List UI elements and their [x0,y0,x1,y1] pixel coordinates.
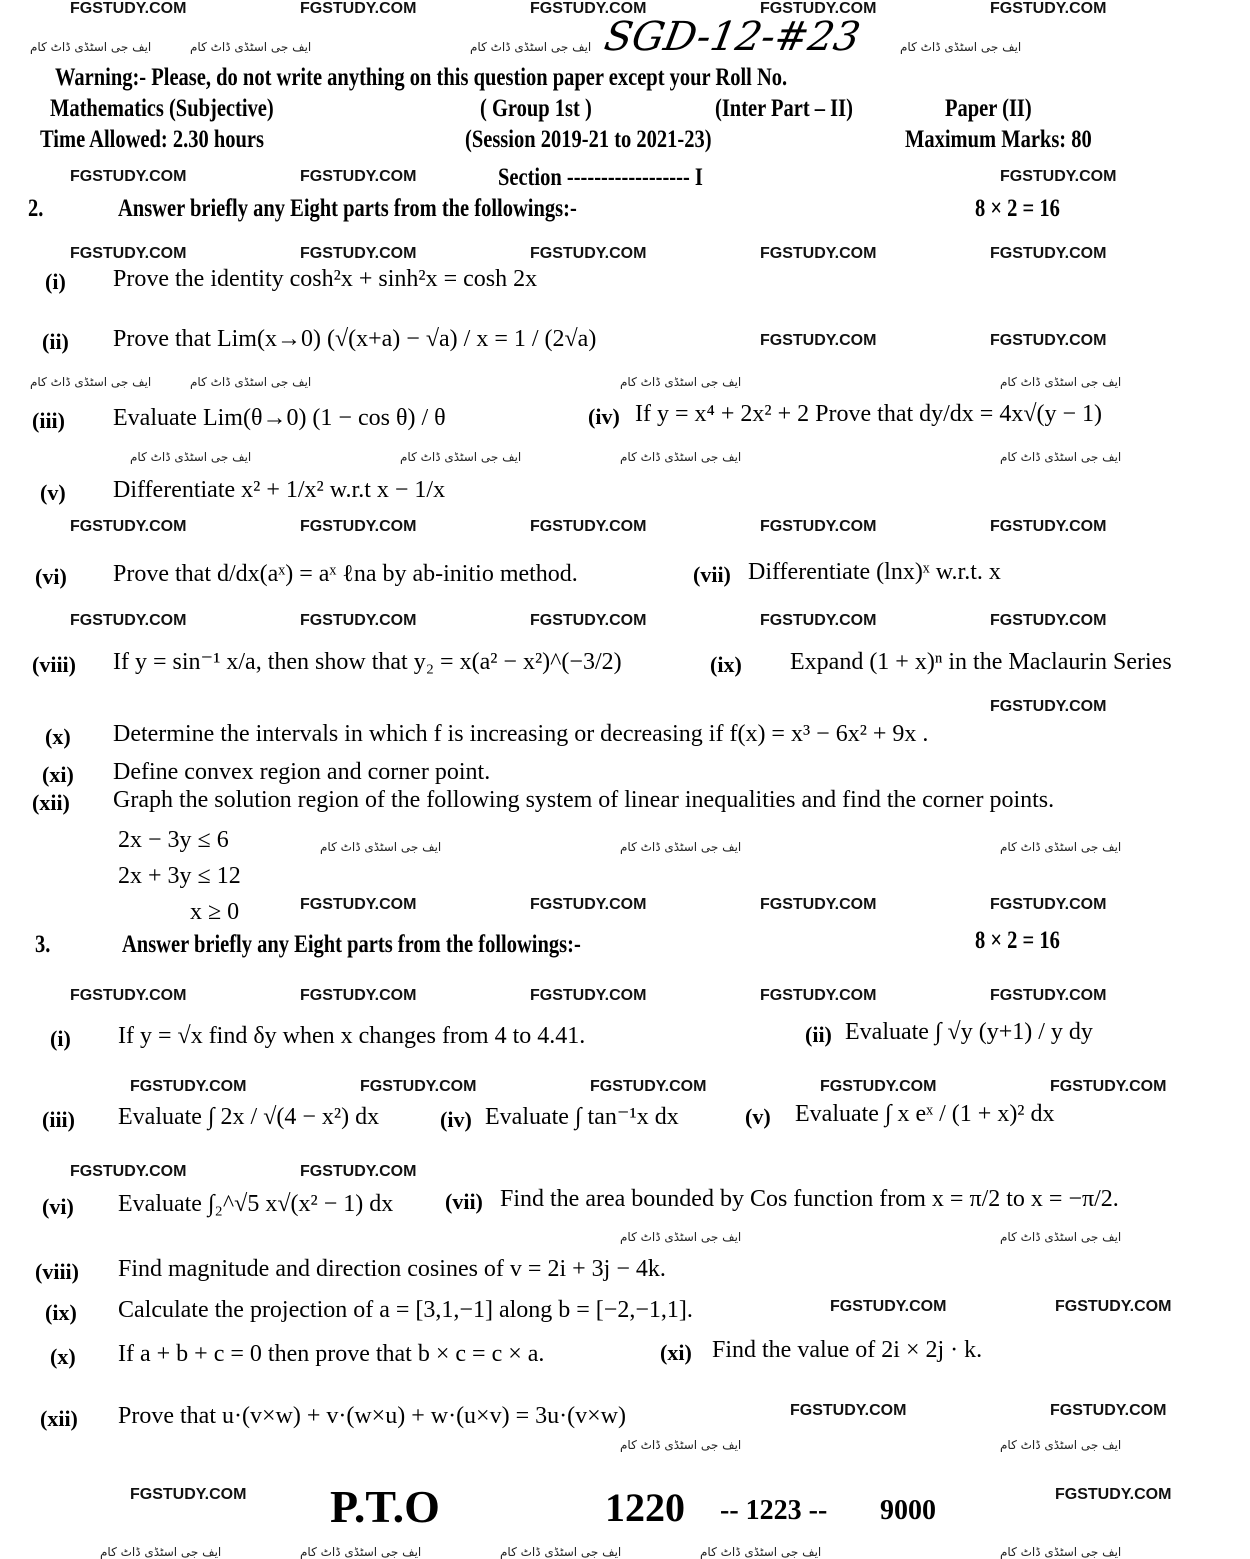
watermark: FGSTUDY.COM [130,1078,247,1095]
question-part: Evaluate ∫ x eˣ / (1 + x)² dx [795,1101,1055,1127]
question-part: Evaluate ∫ 2x / √(4 − x²) dx [118,1104,380,1130]
watermark: FGSTUDY.COM [990,987,1107,1004]
code-1220: 1220 [605,1485,685,1530]
watermark: FGSTUDY.COM [530,0,647,17]
inequality: 2x − 3y ≤ 6 [118,827,229,853]
question-part: Graph the solution region of the following system of linear inequalities and find the corner points. [113,787,1055,813]
question-part: Prove that u·(v×w) + v·(w×u) + w·(u×v) = 3u·(v×w) [118,1403,626,1429]
part-number: (x) [50,1344,76,1369]
watermark: FGSTUDY.COM [300,245,417,262]
urdu-watermark: ایف جی اسٹڈی ڈاٹ کام [620,1438,742,1452]
group: ( Group 1st ) [480,95,592,122]
part-number: (iv) [440,1107,472,1132]
watermark: FGSTUDY.COM [530,987,647,1004]
urdu-watermark: ایف جی اسٹڈی ڈاٹ کام [1000,1545,1122,1559]
question-part: Differentiate (lnx)ˣ w.r.t. x [748,559,1001,585]
q3-instruction: Answer briefly any Eight parts from the followings:- [122,931,581,958]
session: (Session 2019-21 to 2021-23) [465,126,712,153]
code-9000: 9000 [880,1495,936,1526]
watermark: FGSTUDY.COM [530,518,647,535]
watermark: FGSTUDY.COM [130,1486,247,1503]
question-part: Define convex region and corner point. [113,759,491,785]
urdu-watermark: ایف جی اسٹڈی ڈاٹ کام [300,1545,422,1559]
urdu-watermark: ایف جی اسٹڈی ڈاٹ کام [1000,1230,1122,1244]
urdu-watermark: ایف جی اسٹڈی ڈاٹ کام [30,40,152,54]
watermark: FGSTUDY.COM [1050,1402,1167,1419]
part-number: (x) [45,724,71,749]
watermark: FGSTUDY.COM [300,518,417,535]
question-part: If y = sin⁻¹ x/a, then show that y₂ = x(a² − x²)^(−3/2) [113,649,622,675]
part-number: (viii) [35,1259,79,1284]
part-number: (iii) [42,1107,75,1132]
watermark: FGSTUDY.COM [70,245,187,262]
question-part: Evaluate Lim(θ→0) (1 − cos θ) / θ [113,405,446,431]
question-part: Find magnitude and direction cosines of v = 2i + 3j − 4k. [118,1256,666,1282]
urdu-watermark: ایف جی اسٹڈی ڈاٹ کام [100,1545,222,1559]
watermark: FGSTUDY.COM [760,0,877,17]
subject: Mathematics (Subjective) [50,95,274,122]
part-number: (ix) [45,1300,77,1325]
code-1223: -- 1223 -- [720,1495,828,1526]
question-part: Evaluate ∫₂^√5 x√(x² − 1) dx [118,1191,394,1217]
part-number: (xi) [42,762,74,787]
watermark: FGSTUDY.COM [990,245,1107,262]
urdu-watermark: ایف جی اسٹڈی ڈاٹ کام [500,1545,622,1559]
urdu-watermark: ایف جی اسٹڈی ڈاٹ کام [190,375,312,389]
urdu-watermark: ایف جی اسٹڈی ڈاٹ کام [400,450,522,464]
urdu-watermark: ایف جی اسٹڈی ڈاٹ کام [1000,375,1122,389]
watermark: FGSTUDY.COM [760,987,877,1004]
part-number: (v) [40,480,66,505]
question-part: Determine the intervals in which f is increasing or decreasing if f(x) = x³ − 6x² + 9x . [113,721,929,747]
part-number: (vii) [693,562,731,587]
part: (Inter Part – II) [715,95,853,122]
urdu-watermark: ایف جی اسٹڈی ڈاٹ کام [190,40,312,54]
watermark: FGSTUDY.COM [360,1078,477,1095]
watermark: FGSTUDY.COM [300,0,417,17]
question-part: Evaluate ∫ tan⁻¹x dx [485,1104,679,1130]
question-part: If y = x⁴ + 2x² + 2 Prove that dy/dx = 4x√(y − 1) [635,401,1103,427]
watermark: FGSTUDY.COM [820,1078,937,1095]
watermark: FGSTUDY.COM [790,1402,907,1419]
question-part: Calculate the projection of a = [3,1,−1] along b = [−2,−1,1]. [118,1297,693,1323]
part-number: (vii) [445,1189,483,1214]
paper-number: Paper (II) [945,95,1032,122]
part-number: (iii) [32,408,65,433]
urdu-watermark: ایف جی اسٹڈی ڈاٹ کام [30,375,152,389]
question-part: Prove the identity cosh²x + sinh²x = cosh 2x [113,266,538,292]
urdu-watermark: ایف جی اسٹڈی ڈاٹ کام [620,375,742,389]
watermark: FGSTUDY.COM [760,518,877,535]
part-number: (xii) [32,790,70,815]
q2-instruction: Answer briefly any Eight parts from the followings:- [118,195,577,222]
watermark: FGSTUDY.COM [1050,1078,1167,1095]
question-part: Prove that Lim(x→0) (√(x+a) − √a) / x = 1 / (2√a) [113,326,597,352]
part-number: (vi) [42,1194,74,1219]
watermark: FGSTUDY.COM [300,168,417,185]
question-part: If y = √x find δy when x changes from 4 to 4.41. [118,1023,586,1049]
watermark: FGSTUDY.COM [70,1163,187,1180]
paper-code: SGD-12-#23 [600,14,864,60]
watermark: FGSTUDY.COM [530,612,647,629]
warning: Warning:- Please, do not write anything on this question paper except your Roll No. [55,64,788,91]
watermark: FGSTUDY.COM [760,332,877,349]
inequality: 2x + 3y ≤ 12 [118,863,241,889]
watermark: FGSTUDY.COM [70,612,187,629]
urdu-watermark: ایف جی اسٹڈی ڈاٹ کام [700,1545,822,1559]
watermark: FGSTUDY.COM [990,332,1107,349]
watermark: FGSTUDY.COM [300,1163,417,1180]
watermark: FGSTUDY.COM [990,698,1107,715]
watermark: FGSTUDY.COM [530,896,647,913]
watermark: FGSTUDY.COM [300,612,417,629]
urdu-watermark: ایف جی اسٹڈی ڈاٹ کام [620,450,742,464]
urdu-watermark: ایف جی اسٹڈی ڈاٹ کام [620,840,742,854]
watermark: FGSTUDY.COM [830,1298,947,1315]
part-number: (ii) [42,329,69,354]
watermark: FGSTUDY.COM [760,896,877,913]
watermark: FGSTUDY.COM [760,245,877,262]
urdu-watermark: ایف جی اسٹڈی ڈاٹ کام [1000,450,1122,464]
question-part: Expand (1 + x)ⁿ in the Maclaurin Series [790,649,1172,675]
part-number: (vi) [35,564,67,589]
urdu-watermark: ایف جی اسٹڈی ڈاٹ کام [1000,1438,1122,1452]
q2-marks: 8 × 2 = 16 [975,195,1060,222]
watermark: FGSTUDY.COM [590,1078,707,1095]
q2-number: 2. [28,195,44,222]
q3-marks: 8 × 2 = 16 [975,927,1060,954]
urdu-watermark: ایف جی اسٹڈی ڈاٹ کام [900,40,1022,54]
watermark: FGSTUDY.COM [1000,168,1117,185]
part-number: (v) [745,1104,771,1129]
max-marks: Maximum Marks: 80 [905,126,1092,153]
part-number: (ix) [710,652,742,677]
question-part: Prove that d/dx(aˣ) = aˣ ℓna by ab-initio method. [113,561,578,587]
watermark: FGSTUDY.COM [70,168,187,185]
urdu-watermark: ایف جی اسٹڈی ڈاٹ کام [1000,840,1122,854]
time-allowed: Time Allowed: 2.30 hours [40,126,265,153]
question-part: Find the area bounded by Cos function from x = π/2 to x = −π/2. [500,1186,1119,1212]
watermark: FGSTUDY.COM [70,0,187,17]
watermark: FGSTUDY.COM [530,245,647,262]
question-part: Differentiate x² + 1/x² w.r.t x − 1/x [113,477,446,503]
question-part: If a + b + c = 0 then prove that b × c = c × a. [118,1341,545,1367]
part-number: (ii) [805,1022,832,1047]
watermark: FGSTUDY.COM [70,518,187,535]
part-number: (viii) [32,652,76,677]
inequality: x ≥ 0 [190,899,240,925]
urdu-watermark: ایف جی اسٹڈی ڈاٹ کام [620,1230,742,1244]
question-part: Find the value of 2i × 2j · k. [712,1337,983,1363]
part-number: (xii) [40,1406,78,1431]
watermark: FGSTUDY.COM [990,612,1107,629]
part-number: (i) [50,1026,71,1051]
pto: P.T.O [330,1481,440,1532]
watermark: FGSTUDY.COM [70,987,187,1004]
watermark: FGSTUDY.COM [990,0,1107,17]
watermark: FGSTUDY.COM [990,896,1107,913]
watermark: FGSTUDY.COM [300,987,417,1004]
part-number: (i) [45,269,66,294]
urdu-watermark: ایف جی اسٹڈی ڈاٹ کام [470,40,592,54]
watermark: FGSTUDY.COM [760,612,877,629]
urdu-watermark: ایف جی اسٹڈی ڈاٹ کام [130,450,252,464]
part-number: (xi) [660,1340,692,1365]
part-number: (iv) [588,404,620,429]
watermark: FGSTUDY.COM [1055,1298,1172,1315]
urdu-watermark: ایف جی اسٹڈی ڈاٹ کام [320,840,442,854]
watermark: FGSTUDY.COM [1055,1486,1172,1503]
q3-number: 3. [35,931,51,958]
section-title: Section ------------------ I [498,164,703,191]
watermark: FGSTUDY.COM [300,896,417,913]
question-part: Evaluate ∫ √y (y+1) / y dy [845,1019,1093,1045]
watermark: FGSTUDY.COM [990,518,1107,535]
